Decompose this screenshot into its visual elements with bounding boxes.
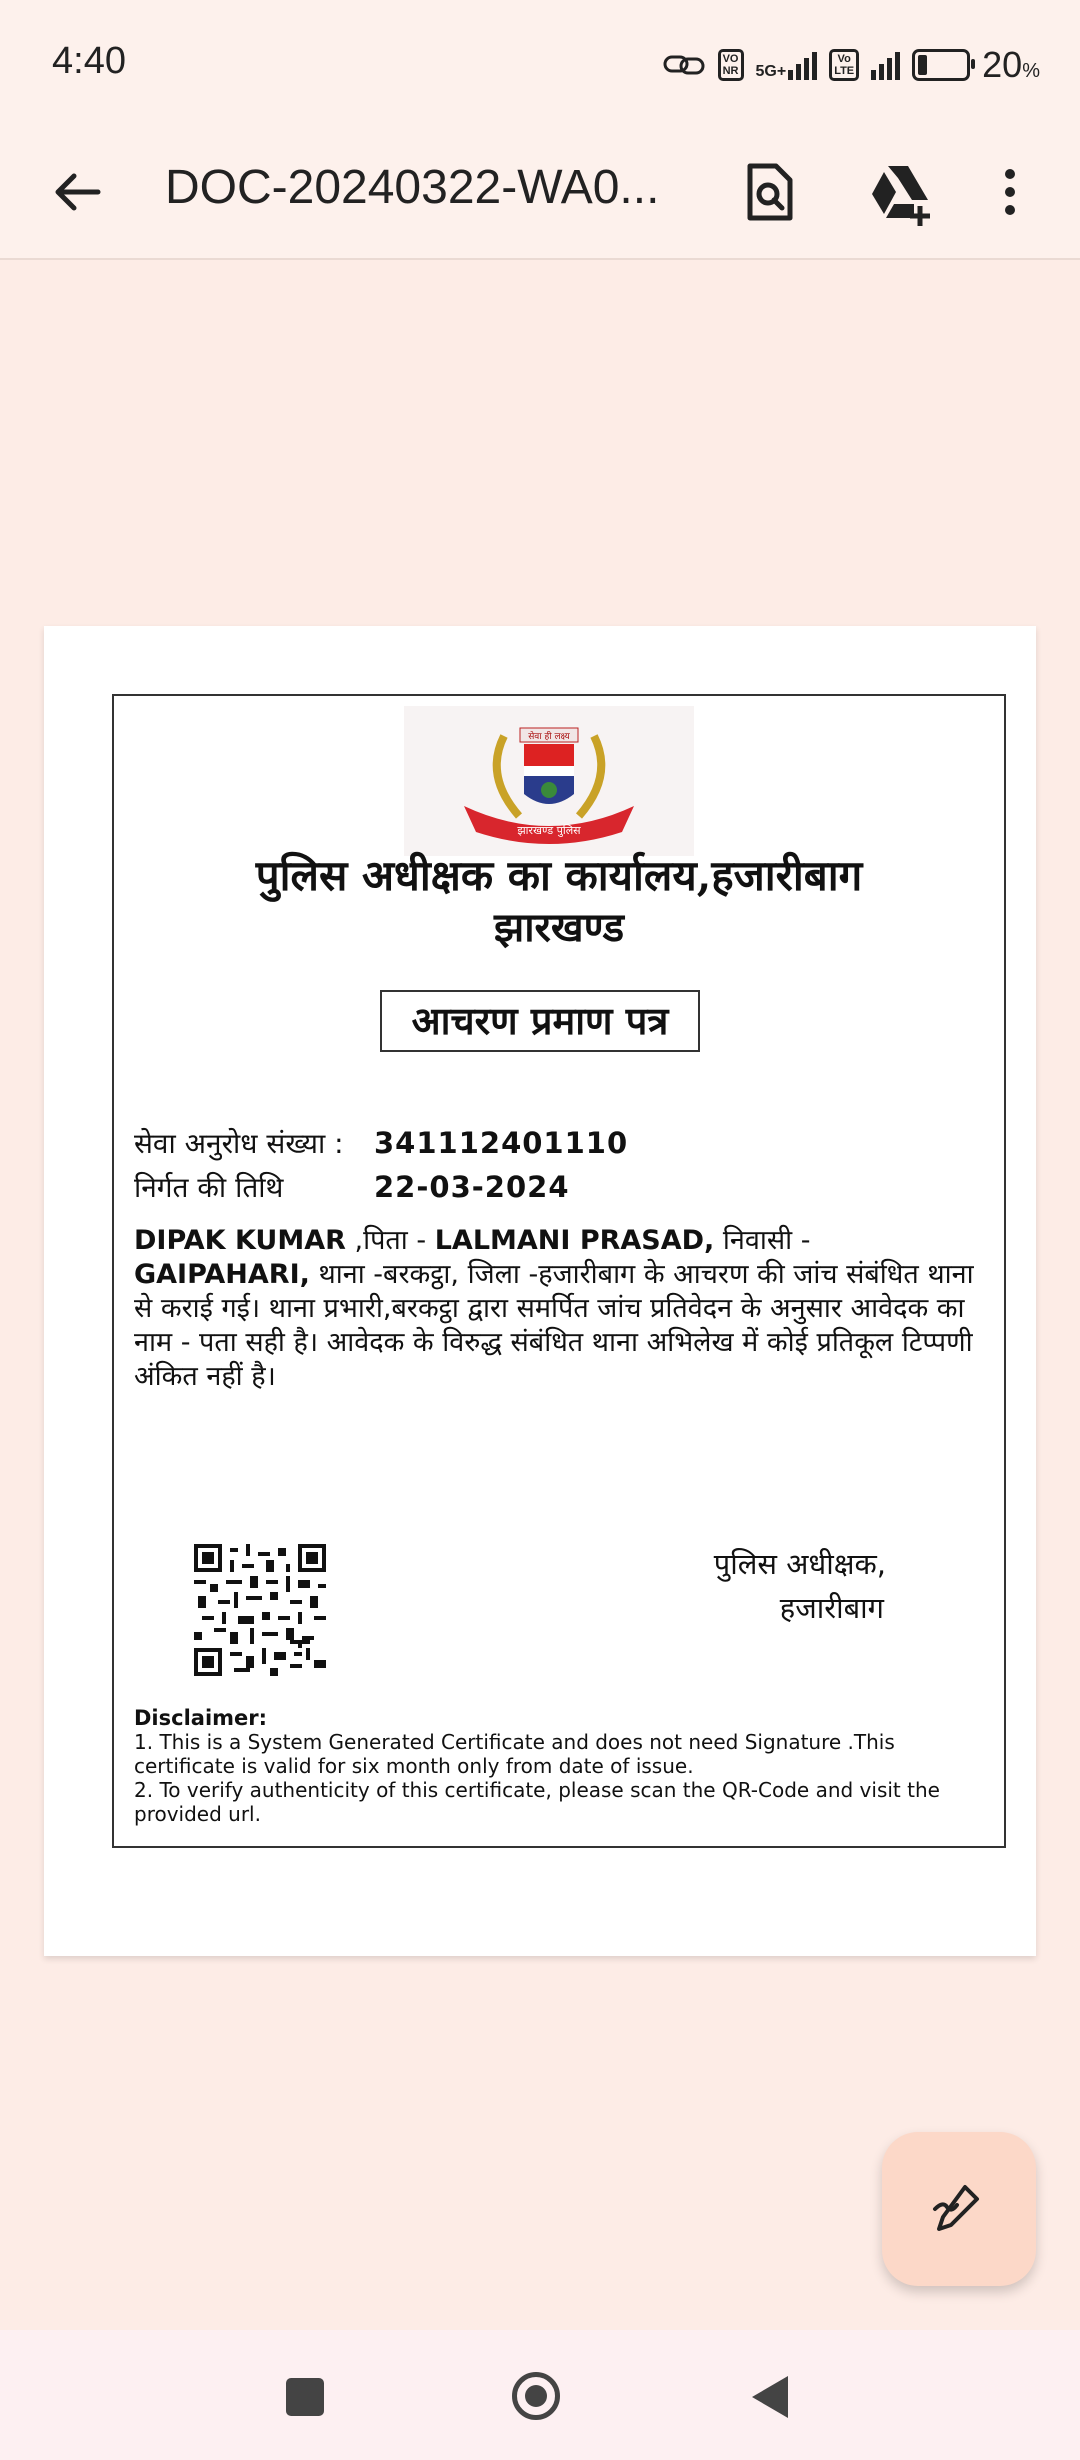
document-title: DOC-20240322-WA0... xyxy=(165,161,660,214)
disclaimer-item-1: 1. This is a System Generated Certificate and does not need Signature .This certificate is valid for six month only from date of issue. xyxy=(134,1730,895,1778)
back-icon[interactable] xyxy=(752,2376,788,2418)
father-name: LALMANI PRASAD, xyxy=(434,1225,715,1256)
village-name: GAIPAHARI, xyxy=(134,1259,310,1290)
recents-icon[interactable] xyxy=(286,2378,324,2416)
issue-date-label: निर्गत की तिथि xyxy=(134,1171,284,1204)
signatory-title: पुलिस अधीक्षक, xyxy=(713,1547,886,1581)
service-request-number: 341112401110 xyxy=(374,1126,629,1160)
applicant-name: DIPAK KUMAR xyxy=(134,1225,346,1256)
disclaimer-item-2: 2. To verify authenticity of this certificate, please scan the QR-Code and visit the provided url. xyxy=(134,1778,940,1826)
system-nav-bar xyxy=(0,2330,1080,2460)
volte-lte-icon: Vo LTE xyxy=(829,49,859,81)
home-icon[interactable] xyxy=(512,2372,560,2420)
app-bar xyxy=(0,130,1080,260)
signal-strength-icon xyxy=(788,50,817,80)
jharkhand-police-emblem xyxy=(404,706,694,856)
certificate-title: आचरण प्रमाण पत्र xyxy=(380,990,700,1052)
state-heading: झारखण्ड xyxy=(493,904,625,951)
battery-percent: 20% xyxy=(982,44,1040,85)
service-request-row xyxy=(134,1124,628,1162)
back-arrow-icon[interactable] xyxy=(46,160,110,224)
volte-nr-icon: VO NR xyxy=(718,49,744,81)
certificate-body: DIPAK KUMAR ,पिता - LALMANI PRASAD, निवासी - GAIPAHARI, थाना -बरकट्ठा, जिला -हजारीबाग के आचरण की जांच संबंधित थाना से कराई गई। थाना प्रभारी,बरकट्ठा द्वारा समर्पित जांच प्रतिवेदन के अनुसार आवेदक का नाम - पता सही है। आवेदक के विरुद्ध संबंधित थाना अभिलेख में कोई प्रतिकूल टिप्पणी अंकित नहीं है। xyxy=(134,1225,974,1392)
disclaimer-title: Disclaimer: xyxy=(134,1706,268,1730)
document-page[interactable] xyxy=(44,626,1036,1956)
link-icon xyxy=(662,50,706,80)
svg-text:झारखण्ड पुलिस: झारखण्ड पुलिस xyxy=(517,824,581,837)
service-request-label: सेवा अनुरोध संख्या : xyxy=(134,1127,344,1160)
status-time: 4:40 xyxy=(52,40,126,82)
signatory-place: हजारीबाग xyxy=(779,1591,884,1625)
status-icons xyxy=(662,40,1040,90)
pen-edit-icon xyxy=(929,2179,989,2239)
qr-code xyxy=(194,1544,326,1676)
svg-text:सेवा ही लक्ष्य: सेवा ही लक्ष्य xyxy=(528,732,570,742)
battery-icon xyxy=(912,49,970,81)
document-search-icon[interactable] xyxy=(732,152,808,232)
office-heading: पुलिस अधीक्षक का कार्यालय,हजारीबाग xyxy=(255,851,863,900)
network-type-label: 5G+ xyxy=(755,63,787,80)
signal-strength-2-icon xyxy=(871,50,900,80)
issue-date-value: 22-03-2024 xyxy=(374,1170,570,1204)
status-bar xyxy=(0,0,1080,130)
edit-fab-button[interactable] xyxy=(882,2132,1036,2286)
issue-date-row xyxy=(134,1168,570,1206)
more-vertical-icon[interactable] xyxy=(980,152,1040,232)
drive-add-icon[interactable] xyxy=(862,152,938,232)
certificate xyxy=(112,694,1006,1848)
disclaimer xyxy=(134,1706,984,1826)
